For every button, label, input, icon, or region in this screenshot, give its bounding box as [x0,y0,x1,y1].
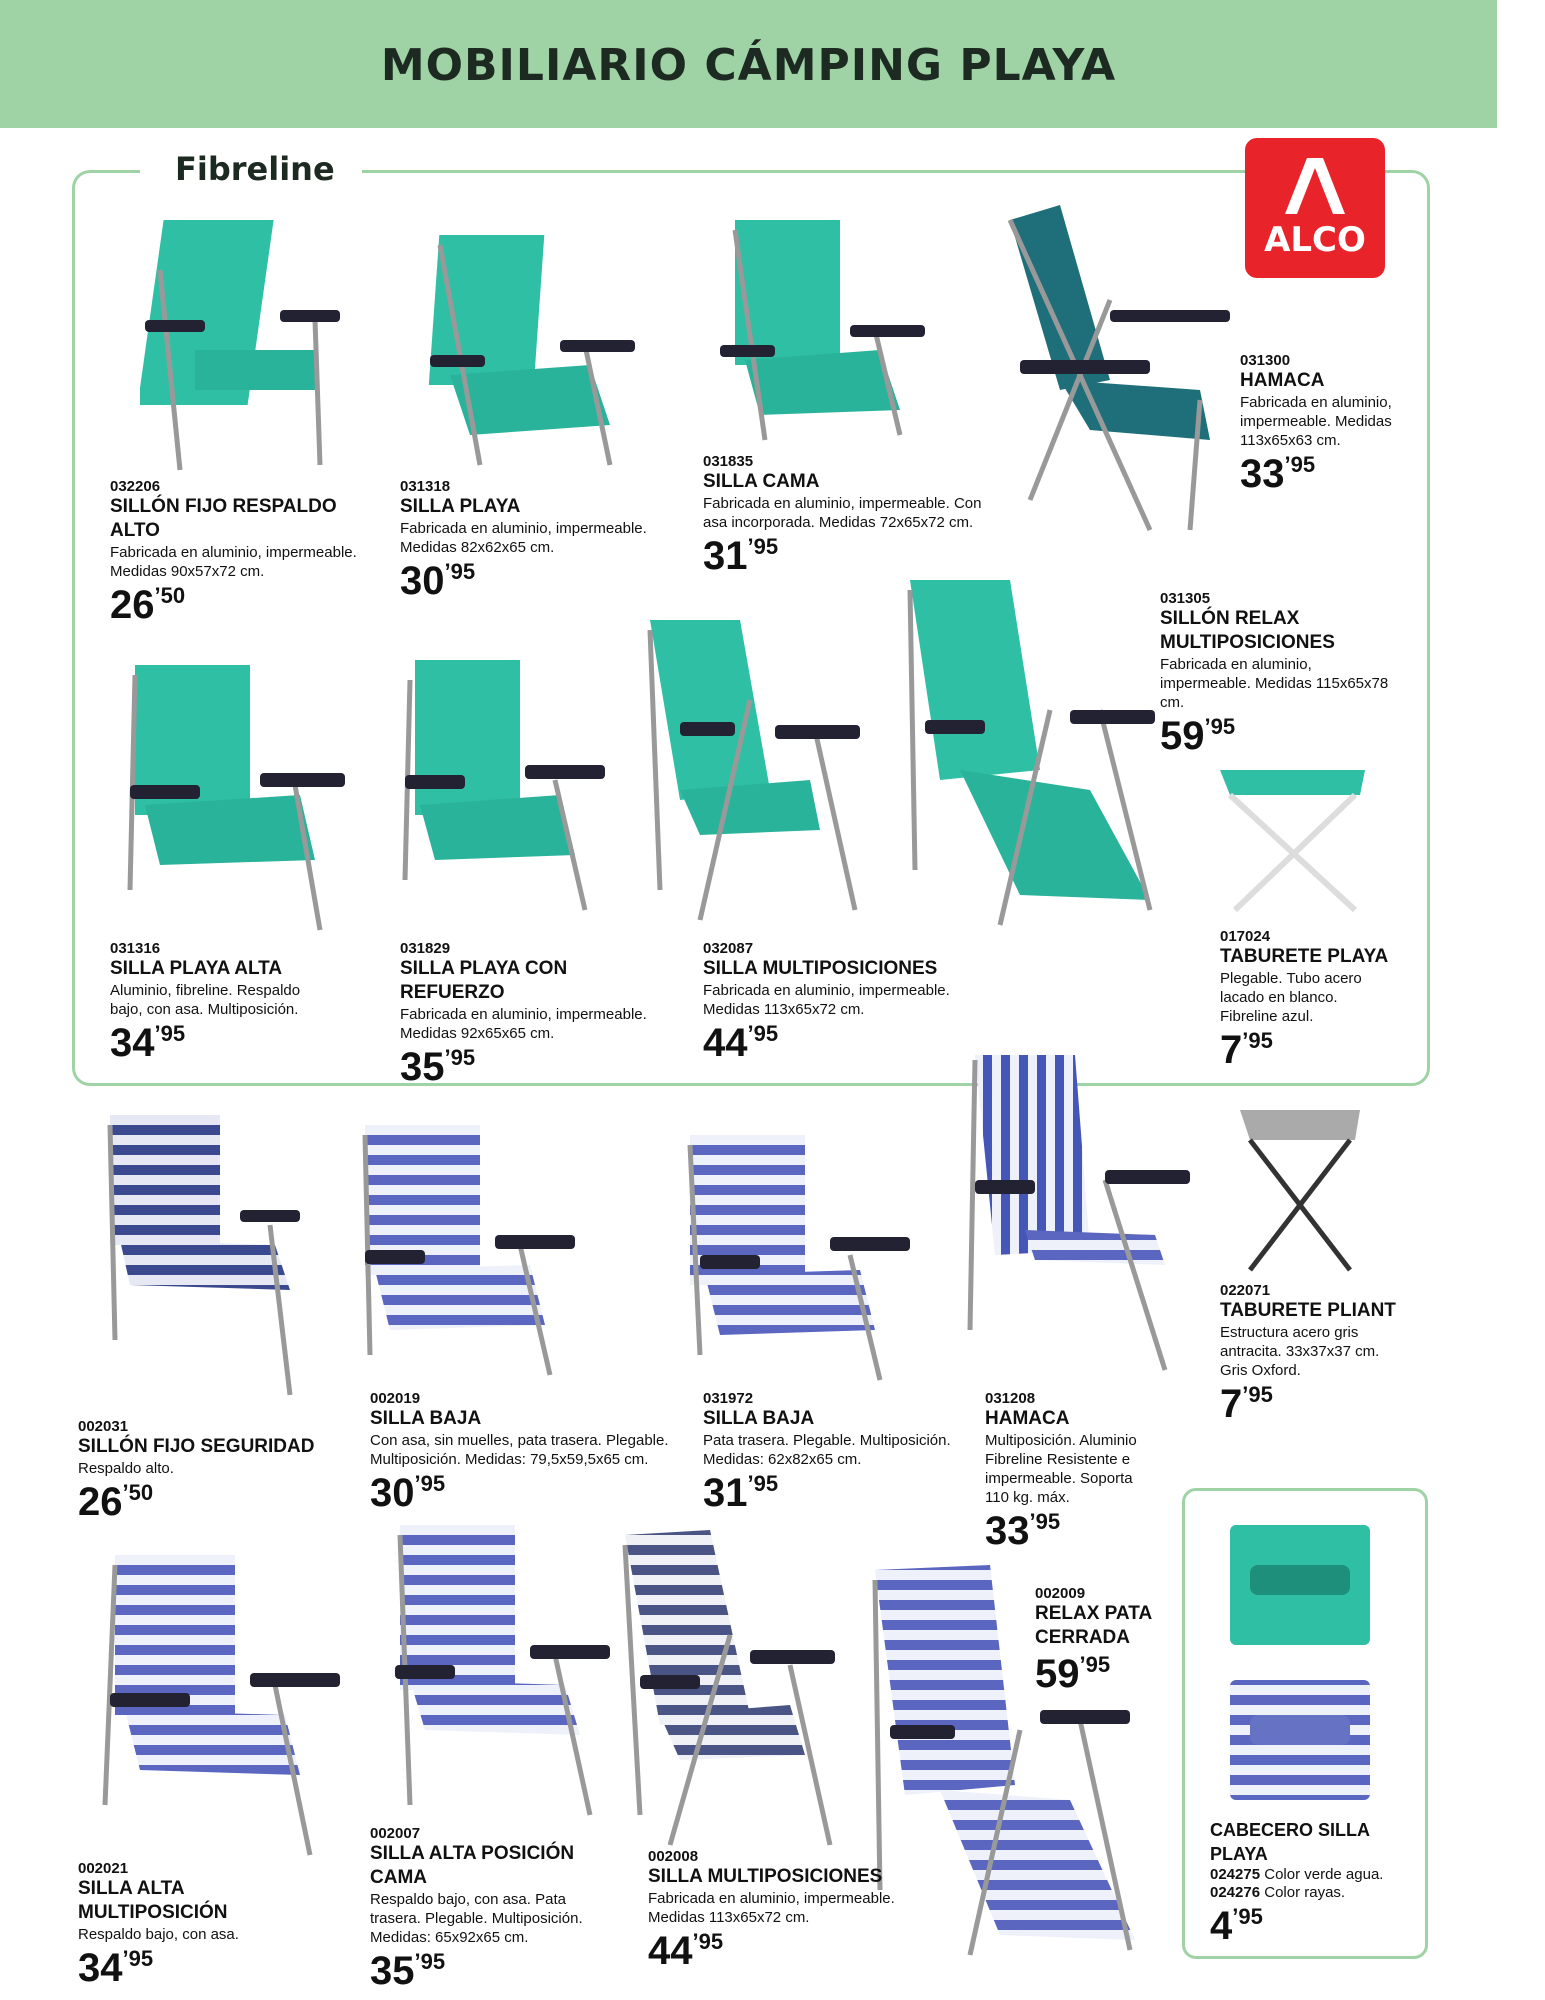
chair-image [385,650,615,930]
price-euros: 34 [78,1946,123,1990]
price-cents: ’95 [414,1949,446,1974]
product-price [1160,714,1400,758]
price-euros: 34 [110,1021,155,1065]
chair-image [350,1115,590,1385]
page-title: MOBILIARIO CÁMPING PLAYA [380,40,1117,91]
price-cents: ’95 [747,534,779,559]
price-cents: ’95 [692,1929,724,1954]
cabecero-card [1210,1818,1420,1948]
price-cents: ’50 [122,1480,154,1505]
product-code: 031972 [703,1390,754,1407]
product-price [110,1021,340,1065]
product-card [703,453,993,578]
price-euros: 31 [703,534,748,578]
product-card [110,478,370,627]
stool-image [1230,1105,1370,1275]
product-price [985,1509,1160,1553]
price-euros: 30 [400,559,445,603]
product-name: SILLA MULTIPOSICIONES [648,1866,883,1887]
product-code: 002009 [1035,1585,1086,1602]
product-code: 031208 [985,1390,1036,1407]
product-card [985,1390,1160,1553]
product-price [703,1021,963,1065]
alco-a-icon [1277,152,1353,218]
chair-image [140,210,340,480]
product-name: RELAX PATA CERRADA [1035,1603,1152,1648]
chair-image [420,225,640,475]
price-euros: 33 [985,1509,1030,1553]
price-euros: 7 [1220,1028,1243,1072]
price-cents: ’95 [747,1471,779,1496]
product-card [648,1848,908,1973]
product-price [1210,1904,1420,1948]
product-desc: Con asa, sin muelles, pata trasera. Plegable. Multiposición. Medidas: 79,5x59,5x65 cm. [370,1432,669,1468]
product-desc: Fabricada en aluminio, impermeable. Medidas 113x65x72 cm. [648,1890,895,1926]
variant-code: 024276 [1210,1884,1261,1901]
product-name: TABURETE PLIANT [1220,1300,1396,1321]
price-euros: 35 [370,1949,415,1993]
product-name: SILLA ALTA POSICIÓN CAMA [370,1843,575,1888]
product-desc: Estructura acero gris antracita. 33x37x37 cm. Gris Oxford. [1220,1324,1380,1379]
product-name: SILLÓN RELAX MULTIPOSICIONES [1160,608,1335,653]
price-euros: 33 [1240,452,1285,496]
product-card [110,940,340,1065]
alco-logo [1245,138,1385,278]
product-code: 032087 [703,940,754,957]
product-desc: Plegable. Tubo acero lacado en blanco. Fibreline azul. [1220,970,1362,1025]
chair-image [120,655,350,940]
product-desc: Fabricada en aluminio, impermeable. Medidas 90x57x72 cm. [110,544,357,580]
price-euros: 4 [1210,1904,1233,1948]
product-code: 032206 [110,478,161,495]
price-euros: 59 [1035,1652,1080,1696]
price-cents: ’95 [444,559,476,584]
price-cents: ’95 [154,1021,186,1046]
product-desc: Aluminio, fibreline. Respaldo bajo, con asa. Multiposición. [110,982,301,1018]
product-card [703,940,963,1065]
product-price [78,1480,338,1524]
chair-image [965,1050,1195,1380]
chair-image [720,210,930,450]
product-name: SILLA PLAYA ALTA [110,958,283,979]
variant-label: Color rayas. [1264,1884,1346,1901]
product-code: 031835 [703,453,754,470]
product-card [1220,928,1390,1072]
product-price [648,1929,908,1973]
product-desc: Fabricada en aluminio, impermeable. Medidas 82x62x65 cm. [400,520,647,556]
product-code: 022071 [1220,1282,1271,1299]
product-card [400,478,660,603]
product-code: 002019 [370,1390,421,1407]
chair-image [680,1125,930,1385]
price-euros: 35 [400,1045,445,1089]
variant-code: 024275 [1210,1866,1261,1883]
product-card [1160,590,1400,758]
chair-image [385,1515,615,1835]
variant-row [1210,1866,1420,1884]
price-cents: ’95 [1284,452,1316,477]
product-card [400,940,670,1089]
chair-image [100,1545,350,1865]
product-code: 002008 [648,1848,699,1865]
product-card [78,1860,338,1990]
price-euros: 26 [110,583,155,627]
product-price [1240,452,1400,496]
section-label: Fibreline [175,150,335,188]
product-card [1240,352,1400,496]
product-code: 031829 [400,940,451,957]
price-cents: ’95 [1242,1382,1273,1407]
product-name: SILLA BAJA [703,1408,815,1429]
product-card [78,1418,338,1524]
price-euros: 44 [648,1929,693,1973]
product-price [703,534,993,578]
product-desc: Fabricada en aluminio, impermeable. Medidas 113x65x72 cm. [703,982,950,1018]
product-price [400,559,660,603]
stool-image [1215,760,1375,920]
product-desc: Pata trasera. Plegable. Multiposición. Medidas: 62x82x65 cm. [703,1432,951,1468]
chair-image [640,610,870,930]
product-name: SILLA PLAYA CON REFUERZO [400,958,568,1003]
product-name: SILLA ALTA MULTIPOSICIÓN [78,1878,228,1923]
price-euros: 26 [78,1480,123,1524]
chair-image [620,1525,840,1855]
product-price [400,1045,670,1089]
product-name: TABURETE PLAYA [1220,946,1389,967]
product-code: 017024 [1220,928,1271,945]
product-name: SILLA PLAYA [400,496,521,517]
price-cents: ’95 [1029,1509,1061,1534]
product-name: HAMACA [985,1408,1070,1429]
logo-text: ALCO [1264,220,1366,260]
variant-label: Color verde agua. [1264,1866,1384,1883]
price-cents: ’95 [414,1471,446,1496]
product-desc: Respaldo bajo, con asa. Pata trasera. Plegable. Multiposición. Medidas: 65x92x65 cm. [370,1891,583,1946]
product-name: SILLA CAMA [703,471,820,492]
price-euros: 30 [370,1471,415,1515]
product-name: SILLA BAJA [370,1408,482,1429]
product-card [1220,1282,1410,1426]
product-price [78,1946,338,1990]
product-desc: Multiposición. Aluminio Fibreline Resistente e impermeable. Soporta 110 kg. máx. [985,1432,1137,1506]
price-euros: 44 [703,1021,748,1065]
product-name: SILLÓN FIJO RESPALDO ALTO [110,496,337,541]
product-desc: Fabricada en aluminio, impermeable. Medidas 92x65x65 cm. [400,1006,647,1042]
price-cents: ’95 [444,1045,476,1070]
page-header [0,0,1497,128]
product-code: 031318 [400,478,451,495]
product-name: SILLÓN FIJO SEGURIDAD [78,1436,315,1457]
product-price [703,1471,963,1515]
chair-image [100,1105,300,1405]
product-code: 031305 [1160,590,1211,607]
product-desc: Fabricada en aluminio, impermeable. Con asa incorporada. Medidas 72x65x72 cm. [703,495,982,531]
product-code: 031300 [1240,352,1291,369]
product-desc: Respaldo bajo, con asa. [78,1926,239,1943]
price-cents: ’95 [747,1021,779,1046]
price-cents: ’95 [1079,1652,1111,1677]
chair-image [1000,200,1240,540]
product-name: HAMACA [1240,370,1325,391]
product-price [110,583,370,627]
product-name: SILLA MULTIPOSICIONES [703,958,938,979]
product-price [1035,1652,1155,1696]
product-code: 002021 [78,1860,129,1877]
product-price [1220,1382,1410,1426]
product-code: 002031 [78,1418,129,1435]
price-euros: 31 [703,1471,748,1515]
price-euros: 7 [1220,1382,1243,1426]
product-card [370,1825,630,1993]
product-price [1220,1028,1390,1072]
price-cents: ’95 [1204,714,1236,739]
product-price [370,1949,630,1993]
price-cents: ’50 [154,583,186,608]
variant-row [1210,1884,1420,1902]
chair-image [900,570,1160,930]
product-card [370,1390,670,1515]
product-desc: Fabricada en aluminio, impermeable. Medidas 113x65x63 cm. [1240,394,1392,449]
product-code: 002007 [370,1825,421,1842]
product-name: CABECERO SILLA PLAYA [1210,1820,1370,1864]
product-card [1035,1585,1155,1696]
product-card [703,1390,963,1515]
product-code: 031316 [110,940,161,957]
price-cents: ’95 [122,1946,154,1971]
product-desc: Respaldo alto. [78,1460,174,1477]
price-cents: ’95 [1242,1028,1273,1053]
price-cents: ’95 [1232,1904,1263,1929]
price-euros: 59 [1160,714,1205,758]
product-price [370,1471,670,1515]
headrest-image [1220,1515,1390,1805]
product-desc: Fabricada en aluminio, impermeable. Medidas 115x65x78 cm. [1160,656,1389,711]
